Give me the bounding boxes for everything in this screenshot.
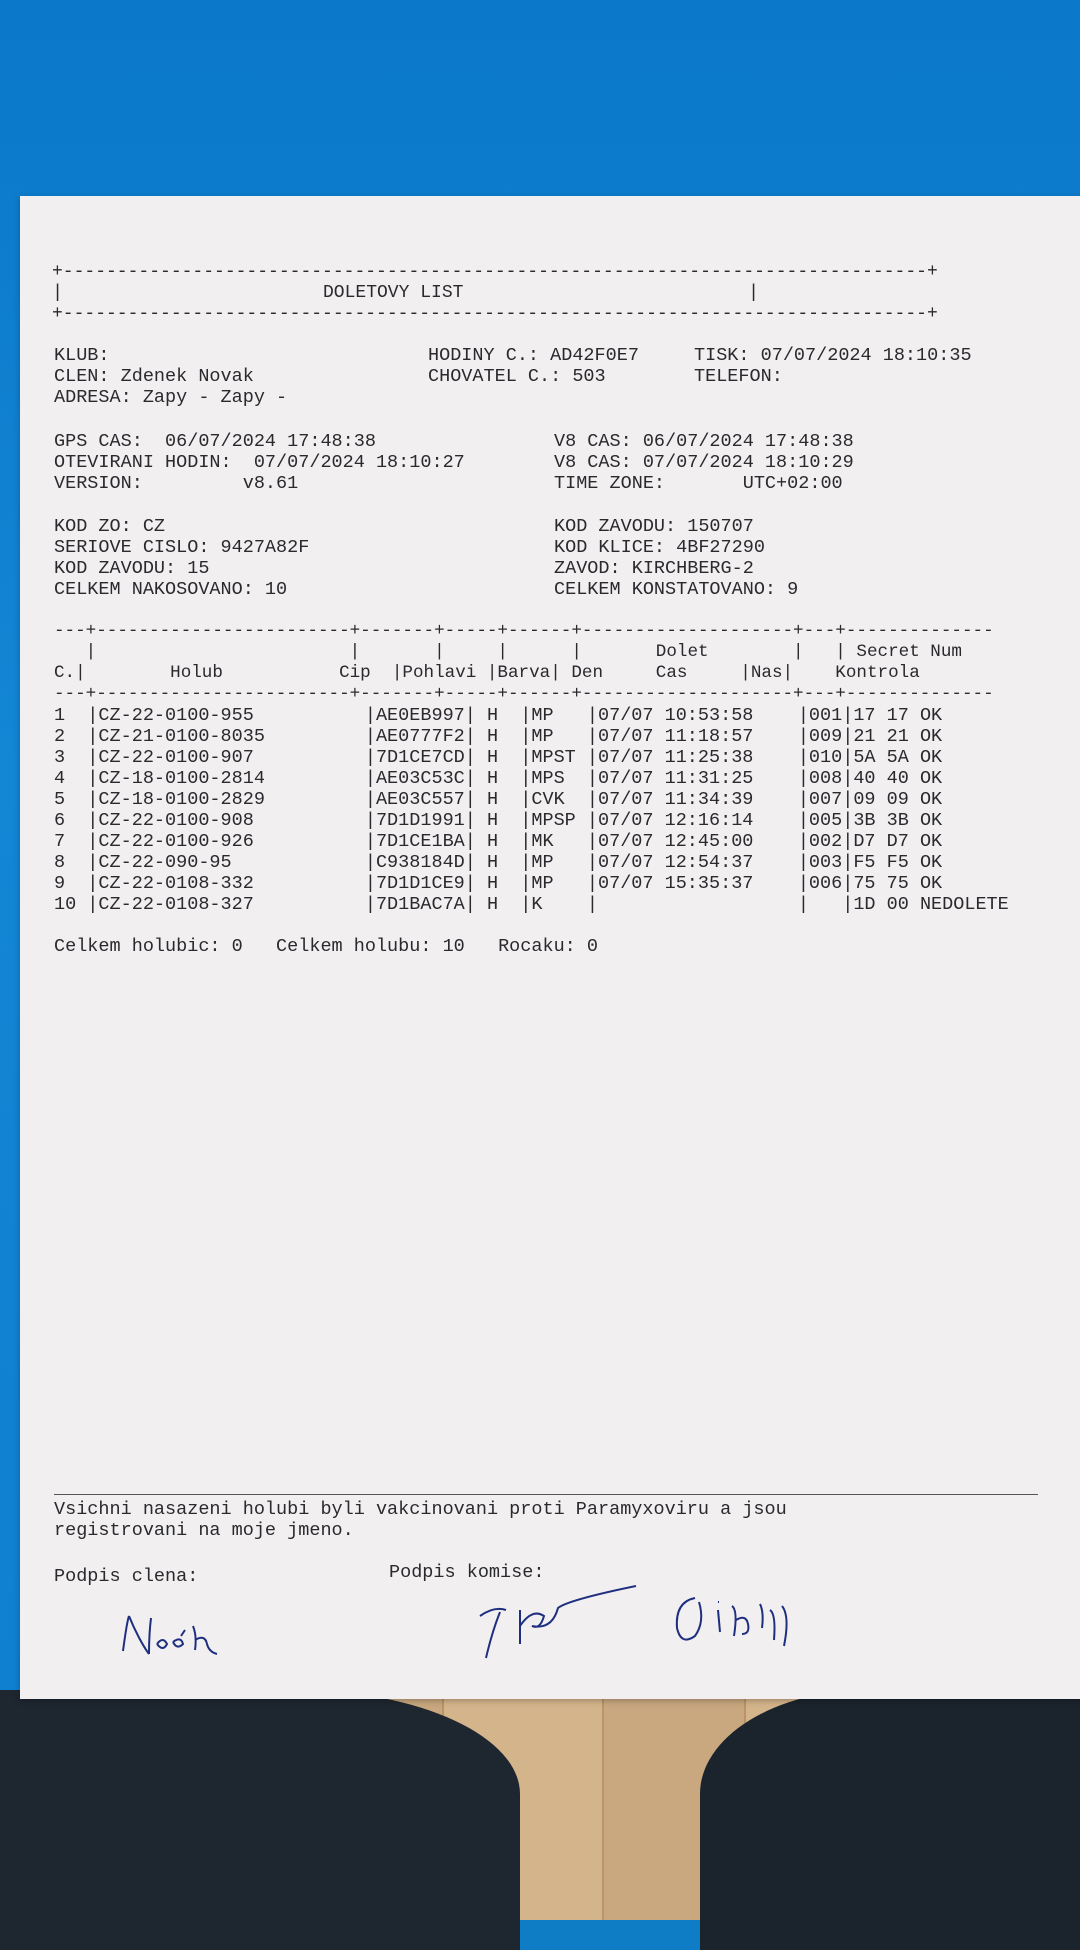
doletovy-list-sheet	[20, 196, 1080, 1699]
table-row: 5 |CZ-18-0100-2829 |AE03C557| H |CVK |07/07 11:34:39 |007|09 09 OK	[54, 789, 943, 810]
otevirani-hodin: OTEVIRANI HODIN: 07/07/2024 18:10:27	[54, 452, 465, 473]
title-bottom-rule: +--------------------------------------------------------------------------------+	[52, 304, 938, 324]
tisk-datetime: TISK: 07/07/2024 18:10:35	[694, 345, 972, 366]
kod-zo: KOD ZO: CZ	[54, 516, 166, 537]
v8-cas-1: V8 CAS: 06/07/2024 17:48:38	[554, 431, 854, 452]
table-row: 7 |CZ-22-0100-926 |7D1CE1BA| H |MK |07/07 12:45:00 |002|D7 D7 OK	[54, 831, 943, 852]
table-rule-top: ---+------------------------+-------+-----+------+--------------------+---+--------------	[54, 621, 994, 641]
table-row: 4 |CZ-18-0100-2814 |AE03C53C| H |MPS |07/07 11:31:25 |008|40 40 OK	[54, 768, 943, 789]
totals-line: Celkem holubic: 0 Celkem holubu: 10 Rocaku: 0	[54, 936, 598, 957]
table-header-row1: | | | | | Dolet | | Secret Num	[54, 642, 962, 662]
time-zone: TIME ZONE: UTC+02:00	[554, 473, 843, 494]
table-row: 6 |CZ-22-0100-908 |7D1D1991| H |MPSP |07/07 12:16:14 |005|3B 3B OK	[54, 810, 943, 831]
gps-cas: GPS CAS: 06/07/2024 17:48:38	[54, 431, 376, 452]
clen-name: CLEN: Zdenek Novak	[54, 366, 254, 387]
commission-signature	[470, 1576, 870, 1676]
chovatel-cislo: CHOVATEL C.: 503	[428, 366, 606, 387]
kod-zavodu: KOD ZAVODU: 15	[54, 558, 210, 579]
adresa: ADRESA: Zapy - Zapy -	[54, 387, 288, 408]
page-title: DOLETOVY LIST	[323, 283, 464, 303]
table-header-row2: C.| Holub Cip |Pohlavi |Barva| Den Cas |Nas| Kontrola	[54, 663, 920, 683]
table-row: 1 |CZ-22-0100-955 |AE0EB997| H |MP |07/07 10:53:58 |001|17 17 OK	[54, 705, 943, 726]
footer-divider	[54, 1494, 1038, 1495]
table-row: 10 |CZ-22-0108-327 |7D1BAC7A| H |K | | |1D 00 NEDOLETE	[54, 894, 1009, 915]
table-row: 2 |CZ-21-0100-8035 |AE0777F2| H |MP |07/07 11:18:57 |009|21 21 OK	[54, 726, 943, 747]
title-left-border: |	[52, 282, 64, 303]
title-right-border: |	[748, 282, 760, 303]
table-row: 3 |CZ-22-0100-907 |7D1CE7CD| H |MPST |07/07 11:25:38 |010|5A 5A OK	[54, 747, 943, 768]
seriove-cislo: SERIOVE CISLO: 9427A82F	[54, 537, 310, 558]
hodiny-cislo: HODINY C.: AD42F0E7	[428, 345, 639, 366]
celkem-nakosovano: CELKEM NAKOSOVANO: 10	[54, 579, 288, 600]
table-row: 8 |CZ-22-090-95 |C938184D| H |MP |07/07 12:54:37 |003|F5 F5 OK	[54, 852, 943, 873]
telefon-label: TELEFON:	[694, 366, 783, 387]
podpis-komise-label: Podpis komise:	[389, 1562, 545, 1583]
podpis-clena-label: Podpis clena:	[54, 1566, 199, 1587]
declaration-line-2: registrovani na moje jmeno.	[54, 1520, 354, 1541]
left-knee	[0, 1690, 520, 1950]
celkem-konstatovano: CELKEM KONSTATOVANO: 9	[554, 579, 799, 600]
v8-cas-2: V8 CAS: 07/07/2024 18:10:29	[554, 452, 854, 473]
zavod: ZAVOD: KIRCHBERG-2	[554, 558, 754, 579]
member-signature	[115, 1596, 265, 1676]
table-rule-mid: ---+------------------------+-------+-----+------+--------------------+---+--------------	[54, 684, 994, 704]
version: VERSION: v8.61	[54, 473, 299, 494]
kod-zavodu-top: KOD ZAVODU: 150707	[554, 516, 754, 537]
declaration-line-1: Vsichni nasazeni holubi byli vakcinovani proti Paramyxoviru a jsou	[54, 1499, 787, 1520]
klub-label: KLUB:	[54, 345, 110, 366]
right-knee	[700, 1690, 1080, 1950]
title-top-rule: +--------------------------------------------------------------------------------+	[52, 262, 938, 282]
table-row: 9 |CZ-22-0108-332 |7D1D1CE9| H |MP |07/07 15:35:37 |006|75 75 OK	[54, 873, 943, 894]
kod-klice: KOD KLICE: 4BF27290	[554, 537, 765, 558]
